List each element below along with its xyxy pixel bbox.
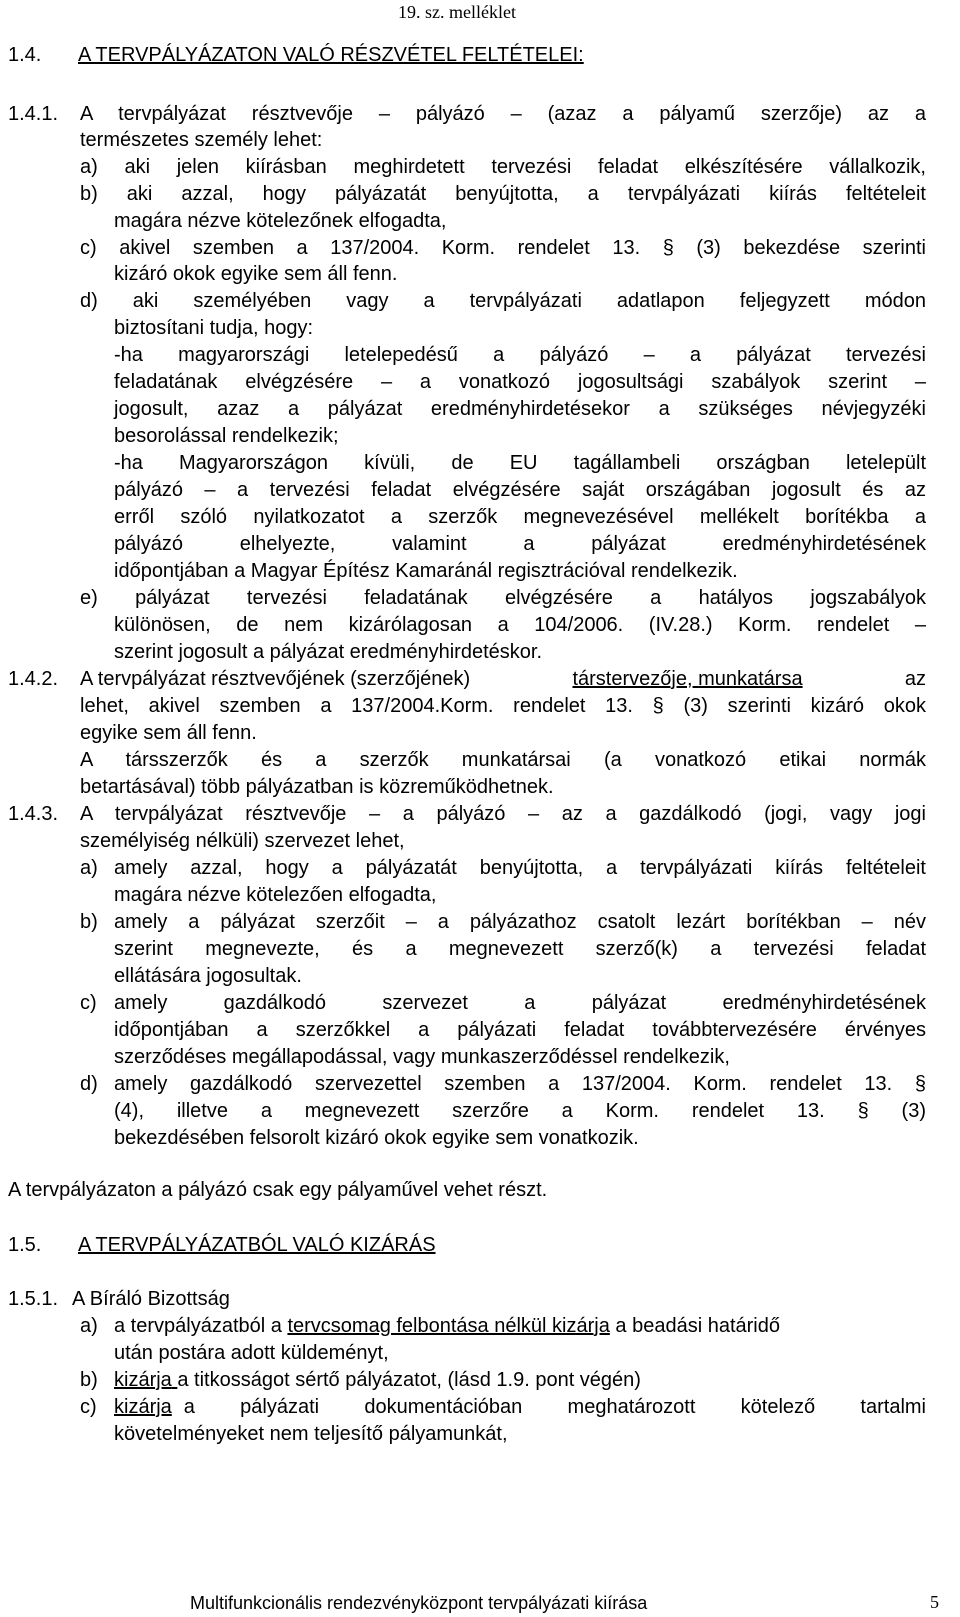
p-1-4-1-d-6: besorolással rendelkezik; bbox=[114, 425, 339, 447]
p-1-4-1-d-2: biztosítani tudja, hogy: bbox=[114, 317, 314, 339]
p-1-4-1-d-11: időpontjában a Magyar Építész Kamaránál regisztrációval rendelkezik. bbox=[114, 560, 738, 582]
p-1-4-1-intro-1: A tervpályázat résztvevője – pályázó – (azaz a pályamű szerzője) az a bbox=[80, 103, 926, 125]
p-1-4-3-b-3: ellátására jogosultak. bbox=[114, 965, 302, 987]
p-1-4-3-b-label: b) bbox=[80, 911, 98, 933]
p-1-4-2-number: 1.4.2. bbox=[8, 668, 59, 690]
p-1-4-1-e-2: különösen, de nem kizárólagosan a 104/2006. (IV.28.) Korm. rendelet – bbox=[114, 614, 926, 636]
p-1-4-1-e-3: szerint jogosult a pályázat eredményhirdetéskor. bbox=[114, 641, 543, 663]
p-1-4-3-b-1: amely a pályázat szerzőit – a pályázathoz csatolt lezárt borítékban – név bbox=[114, 911, 926, 933]
p-1-4-3-b-2: szerint megnevezte, és a megnevezett szerző(k) a tervezési feladat bbox=[114, 938, 926, 960]
p-1-4-1-b-1: b) aki azzal, hogy pályázatát benyújtotta, a tervpályázati kiírás feltételeit bbox=[80, 183, 926, 205]
p-1-4-3-line-2: személyiség nélküli) szervezet lehet, bbox=[80, 830, 405, 852]
exclusion-term-c: kizárja bbox=[114, 1396, 172, 1418]
exclusion-without-opening-term: tervcsomag felbontása nélkül kizárja bbox=[287, 1315, 610, 1337]
p-1-4-1-d-9: erről szóló nyilatkozatot a szerzők megnevezésével mellékelt borítékba a bbox=[114, 506, 926, 528]
p-1-4-1-e-1: e) pályázat tervezési feladatának elvégzésére a hatályos jogszabályok bbox=[80, 587, 926, 609]
p-1-5-1-c-1 bbox=[114, 1395, 926, 1419]
section-1-5-title: A TERVPÁLYÁZATBÓL VALÓ KIZÁRÁS bbox=[78, 1234, 436, 1256]
p-1-5-1-a-1 bbox=[114, 1314, 780, 1338]
header-note: 19. sz. melléklet bbox=[398, 2, 516, 22]
p-1-4-2-line-1 bbox=[80, 667, 926, 691]
p-1-4-2-line-3: egyike sem áll fenn. bbox=[80, 722, 257, 744]
p-1-4-1-c-1: c) akivel szemben a 137/2004. Korm. rendelet 13. § (3) bekezdése szerinti bbox=[80, 237, 926, 259]
p-1-4-3-d-label: d) bbox=[80, 1073, 98, 1095]
p-1-4-1-d-7: -ha Magyarországon kívüli, de EU tagállambeli országban letelepült bbox=[114, 452, 926, 474]
p-1-4-1-d-1: d) aki személyében vagy a tervpályázati adatlapon feljegyzett módon bbox=[80, 290, 926, 312]
p-1-5-1-a-post: a beadási határidő bbox=[615, 1315, 780, 1337]
p-1-4-1-intro-2: természetes személy lehet: bbox=[80, 129, 323, 151]
p-1-4-1-d-8: pályázó – a tervezési feladat elvégzésére saját országában jogosult és az bbox=[114, 479, 926, 501]
p-1-4-1-d-10: pályázó elhelyezte, valamint a pályázat eredményhirdetésének bbox=[114, 533, 926, 555]
p-1-4-1-d-5: jogosult, azaz a pályázat eredményhirdetésekor a szükséges névjegyzéki bbox=[114, 398, 926, 420]
p-1-4-3-c-1: amely gazdálkodó szervezet a pályázat eredményhirdetésének bbox=[114, 992, 926, 1014]
footer-title: Multifunkcionális rendezvényközpont tervpályázati kiírása bbox=[190, 1593, 648, 1613]
p-1-4-3-a-2: magára nézve kötelezően elfogadta, bbox=[114, 884, 437, 906]
p-1-4-1-d-3: -ha magyarországi letelepedésű a pályázó – a pályázat tervezési bbox=[114, 344, 926, 366]
p-1-5-1-c-2: követelményeket nem teljesítő pályamunkát, bbox=[114, 1423, 508, 1445]
p-1-4-2-underlined-roles bbox=[572, 667, 802, 691]
collaborator-term: munkatársa bbox=[698, 668, 803, 690]
p-1-4-3-c-2: időpontjában a szerzőkkel a pályázati feladat továbbtervezésére érvényes bbox=[114, 1019, 926, 1041]
section-1-4-number: 1.4. bbox=[8, 44, 42, 66]
p-1-4-1-a-1: a) aki jelen kiírásban meghirdetett tervezési feladat elkészítésére vállalkozik, bbox=[80, 156, 926, 178]
p-1-4-2-line-2: lehet, akivel szemben a 137/2004.Korm. rendelet 13. § (3) szerinti kizáró okok bbox=[80, 695, 926, 717]
section-1-4-title: A TERVPÁLYÁZATON VALÓ RÉSZVÉTEL FELTÉTELEI: bbox=[78, 44, 584, 66]
p-1-4-2-text-post: az bbox=[904, 668, 926, 690]
p-1-5-1-b-1 bbox=[114, 1368, 641, 1392]
p-1-5-1-b-label: b) bbox=[80, 1369, 98, 1391]
p-1-4-3-line-1: A tervpályázat résztvevője – a pályázó – az a gazdálkodó (jogi, vagy jogi bbox=[80, 803, 926, 825]
single-entry-rule: A tervpályázaton a pályázó csak egy pályaművel vehet részt. bbox=[8, 1179, 548, 1201]
p-1-4-3-d-2: (4), illetve a megnevezett szerzőre a Korm. rendelet 13. § (3) bbox=[114, 1100, 926, 1122]
p-1-5-1-title: A Bíráló Bizottság bbox=[72, 1288, 230, 1310]
p-1-5-1-a-pre: a tervpályázatból a bbox=[114, 1315, 282, 1337]
p-1-4-2-line-5: betartásával) több pályázatban is közreműködhetnek. bbox=[80, 776, 554, 798]
p-1-5-1-c-post: a pályázati dokumentációban meghatározott kötelező tartalmi bbox=[183, 1396, 926, 1418]
p-1-4-3-d-3: bekezdésében felsorolt kizáró okok egyike sem vonatkozik. bbox=[114, 1127, 639, 1149]
p-1-4-2-text-pre: A tervpályázat résztvevőjének (szerzőjének) bbox=[80, 668, 471, 690]
p-1-5-1-c-label: c) bbox=[80, 1396, 97, 1418]
exclusion-term-b: kizárja bbox=[114, 1369, 172, 1391]
p-1-5-1-a-2: után postára adott küldeményt, bbox=[114, 1342, 389, 1364]
p-1-5-1-a-label: a) bbox=[80, 1315, 98, 1337]
p-1-4-1-d-4: feladatának elvégzésére – a vonatkozó jogosultsági szabályok szerint – bbox=[114, 371, 926, 393]
page-number: 5 bbox=[930, 1592, 939, 1612]
co-designer-term: társtervezője, bbox=[572, 668, 693, 690]
p-1-4-3-c-3: szerződéses megállapodással, vagy munkaszerződéssel rendelkezik, bbox=[114, 1046, 730, 1068]
p-1-4-3-a-1: amely azzal, hogy a pályázatát benyújtotta, a tervpályázati kiírás feltételeit bbox=[114, 857, 926, 879]
p-1-4-3-number: 1.4.3. bbox=[8, 803, 59, 825]
p-1-4-3-c-label: c) bbox=[80, 992, 97, 1014]
p-1-5-1-number: 1.5.1. bbox=[8, 1288, 59, 1310]
p-1-4-3-d-1: amely gazdálkodó szervezettel szemben a 137/2004. Korm. rendelet 13. § bbox=[114, 1073, 926, 1095]
p-1-4-3-a-label: a) bbox=[80, 857, 98, 879]
p-1-4-1-b-2: magára nézve kötelezőnek elfogadta, bbox=[114, 210, 447, 232]
p-1-4-2-line-4: A társszerzők és a szerzők munkatársai (a vonatkozó etikai normák bbox=[80, 749, 926, 771]
section-1-5-number: 1.5. bbox=[8, 1234, 42, 1256]
p-1-4-1-c-2: kizáró okok egyike sem áll fenn. bbox=[114, 263, 398, 285]
p-1-5-1-b-post: a titkosságot sértő pályázatot, (lásd 1.9. pont végén) bbox=[177, 1369, 641, 1391]
p-1-4-1-number: 1.4.1. bbox=[8, 103, 59, 125]
